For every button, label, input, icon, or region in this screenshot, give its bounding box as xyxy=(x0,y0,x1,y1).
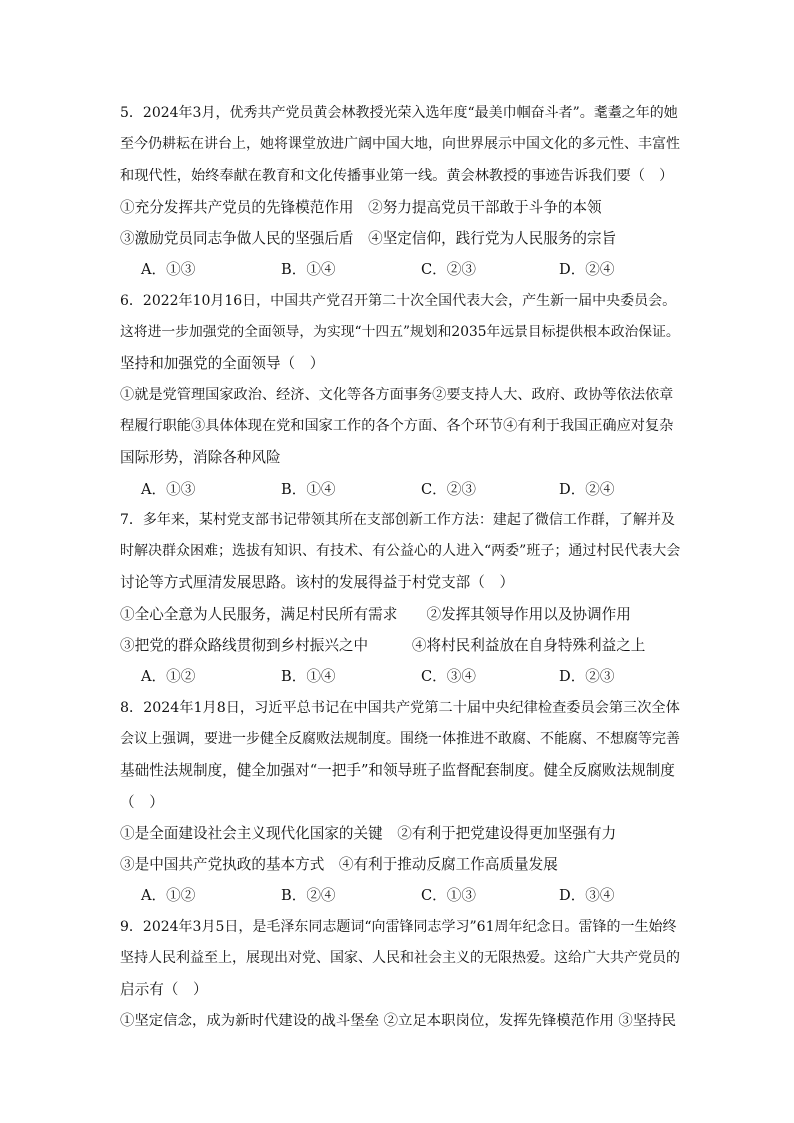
answer-options xyxy=(120,880,680,911)
option-a[interactable]: A．①② xyxy=(141,668,196,686)
answer-options xyxy=(120,661,680,692)
question-stem-line: 9．2024年3月5日，是毛泽东同志题词“向雷锋同志学习”61周年纪念日。雷锋的一生始终 xyxy=(120,918,677,935)
statement-line: ①就是党管理国家政治、经济、文化等各方面事务②要支持人大、政府、政协等依法依章 xyxy=(120,386,674,403)
question-stem-line: 启示有（ ） xyxy=(120,981,208,999)
option-c[interactable]: C．②③ xyxy=(421,261,476,279)
option-b[interactable]: B．①④ xyxy=(281,261,336,279)
question-stem-line: 基础性法规制度，健全加强对“一把手”和领导班子监督配套制度。健全反腐败法规制度 xyxy=(120,762,675,780)
exam-page xyxy=(120,98,680,1037)
statement-line: ①全心全意为人民服务，满足村民所有需求 ②发挥其领导作用以及协调作用 xyxy=(120,605,631,623)
option-a[interactable]: A．①② xyxy=(141,887,196,905)
question-5 xyxy=(120,98,680,286)
question-stem-line: 这将进一步加强党的全面领导，为实现“十四五”规划和2035年远景目标提供根本政治保证。 xyxy=(120,324,680,341)
question-9 xyxy=(120,912,680,1037)
option-d[interactable]: D．②④ xyxy=(559,261,615,279)
answer-options xyxy=(120,474,680,505)
question-stem-line: 8．2024年1月8日，习近平总书记在中国共产党第二十届中央纪律检查委员会第三次全体 xyxy=(120,699,680,716)
statement-line: ③激励党员同志争做人民的坚强后盾 ④坚定信仰，践行党为人民服务的宗旨 xyxy=(120,230,617,248)
question-7 xyxy=(120,505,680,693)
question-stem-line: 6．2022年10月16日，中国共产党召开第二十次全国代表大会，产生新一届中央委员会。 xyxy=(120,292,677,309)
question-stem-line: 讨论等方式厘清发展思路。该村的发展得益于村党支部（ ） xyxy=(120,574,515,592)
option-c[interactable]: C．②③ xyxy=(421,480,476,498)
question-stem-line: 坚持和加强党的全面领导（ ） xyxy=(120,355,325,373)
statement-line: 程履行职能③具体体现在党和国家工作的各个方面、各个环节④有利于我国正确应对复杂 xyxy=(120,417,674,434)
option-b[interactable]: B．②④ xyxy=(281,887,336,905)
question-6 xyxy=(120,286,680,505)
question-8 xyxy=(120,693,680,912)
statement-line: ③把党的群众路线贯彻到乡村振兴之中 ④将村民利益放在自身特殊利益之上 xyxy=(120,637,646,655)
question-stem-line: 会议上强调，要进一步健全反腐败法规制度。围绕一体推进不敢腐、不能腐、不想腐等完善 xyxy=(120,730,680,747)
option-d[interactable]: D．③④ xyxy=(559,887,615,905)
statement-line: ①充分发挥共产党员的先锋模范作用 ②努力提高党员干部敢于斗争的本领 xyxy=(120,198,602,216)
option-a[interactable]: A．①③ xyxy=(141,261,196,279)
question-stem-line: （ ） xyxy=(120,793,164,811)
statement-line: 国际形势，消除各种风险 xyxy=(120,449,281,467)
answer-options xyxy=(120,254,680,285)
question-stem-line: 和现代性，始终奉献在教育和文化传播事业第一线。黄会林教授的事迹告诉我们要（ ） xyxy=(120,167,674,184)
option-d[interactable]: D．②④ xyxy=(559,480,615,498)
option-b[interactable]: B．①④ xyxy=(281,480,336,498)
question-stem-line: 7．多年来，某村党支部书记带领其所在支部创新工作方法：建起了微信工作群，了解并及 xyxy=(120,511,675,528)
question-stem-line: 坚持人民利益至上，展现出对党、国家、人民和社会主义的无限热爱。这给广大共产党员的 xyxy=(120,950,680,967)
statement-line: ③是中国共产党执政的基本方式 ④有利于推动反腐工作高质量发展 xyxy=(120,856,558,874)
question-stem-line: 至今仍耕耘在讲台上，她将课堂放进广阔中国大地，向世界展示中国文化的多元性、丰富性 xyxy=(120,136,680,153)
question-stem-line: 时解决群众困难；选拔有知识、有技术、有公益心的人进入“两委”班子；通过村民代表大会 xyxy=(120,543,681,560)
question-stem-line: 5．2024年3月，优秀共产党员黄会林教授光荣入选年度“最美巾帼奋斗者”。耄耋之年的她 xyxy=(120,105,678,121)
option-a[interactable]: A．①③ xyxy=(141,480,196,498)
statement-line: ①坚定信念，成为新时代建设的战斗堡垒 ②立足本职岗位，发挥先锋模范作用 ③坚持民 xyxy=(120,1012,676,1029)
statement-line: ①是全面建设社会主义现代化国家的关键 ②有利于把党建设得更加坚强有力 xyxy=(120,824,617,842)
option-c[interactable]: C．③④ xyxy=(421,668,476,686)
option-c[interactable]: C．①③ xyxy=(421,887,476,905)
option-b[interactable]: B．①④ xyxy=(281,668,336,686)
option-d[interactable]: D．②③ xyxy=(559,668,615,686)
